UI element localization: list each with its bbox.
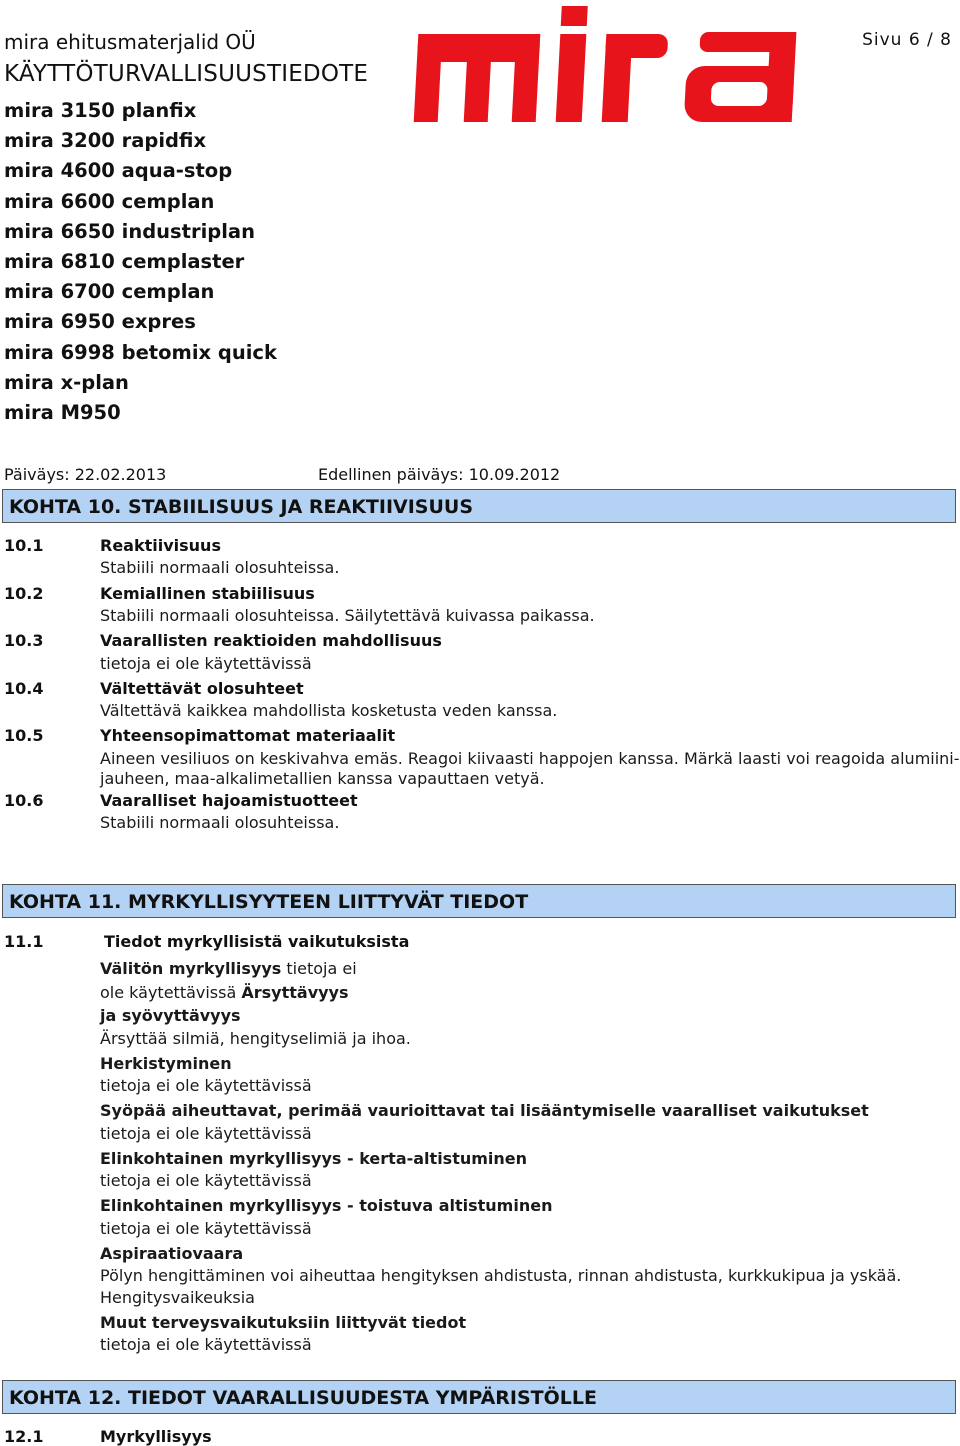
product-item: mira 3150 planfix xyxy=(4,99,197,122)
product-item: mira 3200 rapidfix xyxy=(4,129,207,153)
irritation-label: Ärsyttävyys xyxy=(241,983,349,1002)
aspiration-text: Pölyn hengittäminen voi aiheuttaa hengityksen ahdistusta, rinnan ahdistusta, kurkkukipua ja yskää. xyxy=(100,1266,902,1285)
page-number: Sivu 6 / 8 xyxy=(862,30,952,50)
item-text: jauheen, maa-alkalimetallien kanssa vapauttaen vetyä. xyxy=(100,769,545,788)
product-item: mira 6700 cemplan xyxy=(4,280,215,304)
item-text: Stabiili normaali olosuhteissa. xyxy=(100,558,340,577)
cmr-text: tietoja ei ole käytettävissä xyxy=(100,1124,312,1143)
cmr-label: Syöpää aiheuttavat, perimää vaurioittavat tai lisääntymiselle vaaralliset vaikutukset xyxy=(100,1101,869,1120)
item-title: Yhteensopimattomat materiaalit xyxy=(100,726,396,745)
item-number: 10.3 xyxy=(4,631,44,650)
stot-single-label: Elinkohtainen myrkyllisyys - kerta-altistuminen xyxy=(100,1149,528,1168)
other-effects-label: Muut terveysvaikutuksiin liittyvät tiedot xyxy=(100,1313,467,1332)
irritation-label: ja syövyttävyys xyxy=(100,1006,241,1025)
product-item: mira M950 xyxy=(4,400,121,424)
item-text: Stabiili normaali olosuhteissa. Säilytettävä kuivassa paikassa. xyxy=(100,606,595,625)
product-item: mira 6600 cemplan xyxy=(4,189,215,213)
item-number: 10.1 xyxy=(4,536,44,555)
product-item: mira x-plan xyxy=(4,370,129,394)
product-item: mira 6950 expres xyxy=(4,310,196,334)
sensitization-text: tietoja ei ole käytettävissä xyxy=(100,1076,312,1095)
mira-logo xyxy=(412,2,824,130)
item-title: Kemiallinen stabiilisuus xyxy=(100,584,315,603)
previous-date: Edellinen päiväys: 10.09.2012 xyxy=(318,465,561,484)
product-item: mira 6810 cemplaster xyxy=(4,249,245,273)
item-title: Vaarallisten reaktioiden mahdollisuus xyxy=(100,631,442,650)
irritation-line xyxy=(100,983,349,1002)
product-list xyxy=(4,96,277,428)
acute-toxicity-text: tietoja ei xyxy=(286,959,357,978)
acute-toxicity-line xyxy=(100,959,357,978)
item-title: Vältettävät olosuhteet xyxy=(100,679,304,698)
item-title: Reaktiivisuus xyxy=(100,536,221,555)
inhalation-label: Hengitysvaikeuksia xyxy=(100,1288,255,1307)
item-text: Vältettävä kaikkea mahdollista kosketusta veden kanssa. xyxy=(100,701,558,720)
item-title: Vaaralliset hajoamistuotteet xyxy=(100,791,358,810)
product-item: mira 6998 betomix quick xyxy=(4,340,277,364)
item-number: 10.5 xyxy=(4,726,44,745)
item-text: Stabiili normaali olosuhteissa. xyxy=(100,813,340,832)
document-title: KÄYTTÖTURVALLISUUSTIEDOTE xyxy=(4,61,369,87)
section-12-header: KOHTA 12. TIEDOT VAARALLISUUDESTA YMPÄRISTÖLLE xyxy=(2,1380,956,1414)
item-title: Tiedot myrkyllisistä vaikutuksista xyxy=(104,932,410,951)
stot-repeated-text: tietoja ei ole käytettävissä xyxy=(100,1219,312,1238)
acute-toxicity-text: ole käytettävissä xyxy=(100,983,237,1002)
acute-toxicity-label: Välitön myrkyllisyys xyxy=(100,959,282,978)
company-name: mira ehitusmaterjalid OÜ xyxy=(4,30,256,54)
item-number: 12.1 xyxy=(4,1427,44,1446)
product-item: mira 6650 industriplan xyxy=(4,219,255,243)
section-11-header: KOHTA 11. MYRKYLLISYYTEEN LIITTYVÄT TIEDOT xyxy=(2,884,956,918)
section-10-header: KOHTA 10. STABIILISUUS JA REAKTIIVISUUS xyxy=(2,489,956,523)
item-number: 10.4 xyxy=(4,679,44,698)
sensitization-label: Herkistyminen xyxy=(100,1054,232,1073)
item-number: 10.6 xyxy=(4,791,44,810)
stot-single-text: tietoja ei ole käytettävissä xyxy=(100,1171,312,1190)
item-title: Myrkyllisyys xyxy=(100,1427,212,1446)
stot-repeated-label: Elinkohtainen myrkyllisyys - toistuva altistuminen xyxy=(100,1196,553,1215)
date: Päiväys: 22.02.2013 xyxy=(4,465,167,484)
item-text: Aineen vesiliuos on keskivahva emäs. Reagoi kiivaasti happojen kanssa. Märkä laasti voi reagoida alumiini- xyxy=(100,749,960,768)
item-number: 11.1 xyxy=(4,932,44,951)
other-effects-text: tietoja ei ole käytettävissä xyxy=(100,1335,312,1354)
product-item: mira 4600 aqua-stop xyxy=(4,159,233,183)
aspiration-label: Aspiraatiovaara xyxy=(100,1244,244,1263)
item-number: 10.2 xyxy=(4,584,44,603)
irritation-text: Ärsyttää silmiä, hengityselimiä ja ihoa. xyxy=(100,1029,411,1048)
item-text: tietoja ei ole käytettävissä xyxy=(100,654,312,673)
